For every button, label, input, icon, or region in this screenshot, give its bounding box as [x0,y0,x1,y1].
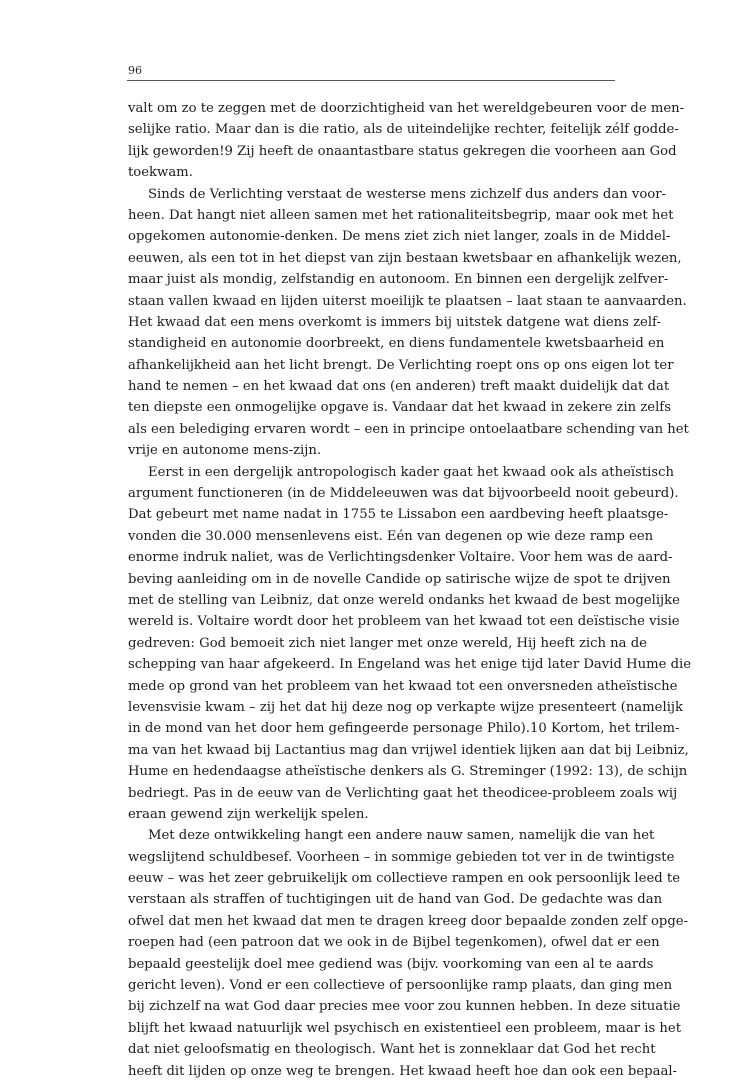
text-line: blijft het kwaad natuurlijk wel psychisch en existentieel een probleem, maar is het [128,1020,681,1036]
header-rule [127,80,615,81]
text-line: beving aanleiding om in de novelle Candide op satirische wijze de spot te drijven [128,571,671,587]
text-line: lijk geworden!9 Zij heeft de onaantastbare status gekregen die voorheen aan God [128,143,677,159]
text-line: gericht leven). Vond er een collectieve of persoonlijke ramp plaats, dan ging men [128,978,673,994]
text-line: ma van het kwaad bij Lactantius mag dan vrijwel identiek lijken aan dat bij Leibniz, [128,742,689,758]
text-line: heen. Dat hangt niet alleen samen met het rationaliteitsbegrip, maar ook met het [128,207,674,223]
text-line: enorme indruk naliet, was de Verlichtingsdenker Voltaire. Voor hem was de aard- [128,550,673,566]
text-line: vonden die 30.000 mensenlevens eist. Eén van degenen op wie deze ramp een [128,528,654,544]
text-line: eeuw – was het zeer gebruikelijk om collectieve rampen en ook persoonlijk leed te [128,871,680,887]
text-line: bedriegt. Pas in de eeuw van de Verlichting gaat het theodicee-probleem zoals wij [128,785,678,801]
text-line: in de mond van het door hem gefingeerde personage Philo).10 Kortom, het trilem- [128,721,680,737]
text-line: Het kwaad dat een mens overkomt is immers bij uitstek datgene wat diens zelf- [128,314,661,330]
text-line: standigheid en autonomie doorbreekt, en diens fundamentele kwetsbaarheid en [128,336,665,352]
text-line: argument functioneren (in de Middeleeuwen was dat bijvoorbeeld nooit gebeurd). [128,486,679,502]
text-line: bij zichzelf na wat God daar precies mee voor zou kunnen hebben. In deze situatie [128,999,681,1015]
text-line: ten diepste een onmogelijke opgave is. Vandaar dat het kwaad in zekere zin zelfs [128,400,671,416]
text-line: Met deze ontwikkeling hangt een andere nauw samen, namelijk die van het [148,828,655,844]
text-line: maar juist als mondig, zelfstandig en autonoom. En binnen een dergelijk zelfver- [128,272,669,288]
text-line: vrije en autonome mens-zijn. [128,443,322,459]
text-line: dat niet geloofsmatig en theologisch. Want het is zonneklaar dat God het recht [128,1042,656,1058]
page-number: 96 [128,64,142,77]
text-line: schepping van haar afgekeerd. In Engeland was het enige tijd later David Hume die [128,657,692,673]
text-line: levensvisie kwam – zij het dat hij deze nog op verkapte wijze presenteert (namelijk [128,699,683,715]
text-line: selijke ratio. Maar dan is die ratio, als de uiteindelijke rechter, feitelijk zélf godde- [128,122,679,138]
text-line: afhankelijkheid aan het licht brengt. De Verlichting roept ons op ons eigen lot ter [128,357,674,373]
text-line: wereld is. Voltaire wordt door het probleem van het kwaad tot een deïstische visie [128,614,680,630]
text-line: Sinds de Verlichting verstaat de westerse mens zichzelf dus anders dan voor- [148,186,666,202]
text-line: bepaald geestelijk doel mee gediend was (bijv. voorkoming van een al te aards [128,956,654,972]
text-line: eraan gewend zijn werkelijk spelen. [128,806,369,822]
text-line: hand te nemen – en het kwaad dat ons (en anderen) treft maakt duidelijk dat dat [128,379,670,395]
text-line: roepen had (een patroon dat we ook in de Bijbel tegenkomen), ofwel dat er een [128,935,660,951]
text-line: heeft dit lijden op onze weg te brengen. Het kwaad heeft hoe dan ook een bepaal- [128,1063,677,1079]
text-line: met de stelling van Leibniz, dat onze wereld ondanks het kwaad de best mogelijke [128,592,680,608]
text-line: verstaan als straffen of tuchtigingen uit de hand van God. De gedachte was dan [128,892,663,908]
text-line: Hume en hedendaagse atheïstische denkers als G. Streminger (1992: 13), de schijn [128,764,688,780]
text-line: valt om zo te zeggen met de doorzichtigheid van het wereldgebeuren voor de men- [128,101,685,116]
text-line: mede op grond van het probleem van het kwaad tot een onversneden atheïstische [128,678,678,694]
text-line: Eerst in een dergelijk antropologisch kader gaat het kwaad ook als atheïstisch [148,464,675,480]
text-line: staan vallen kwaad en lijden uiterst moeilijk te plaatsen – laat staan te aanvaarden. [128,293,687,309]
text-line: opgekomen autonomie-denken. De mens ziet zich niet langer, zoals in de Middel- [128,229,671,245]
text-line: gedreven: God bemoeit zich niet langer met onze wereld, Hij heeft zich na de [128,635,647,651]
body-text [128,98,692,1082]
text-line: eeuwen, als een tot in het diepst van zijn bestaan kwetsbaar en afhankelijk wezen, [128,250,682,266]
text-line: Dat gebeurt met name nadat in 1755 te Lissabon een aardbeving heeft plaatsge- [128,507,669,523]
text-line: ofwel dat men het kwaad dat men te dragen kreeg door bepaalde zonden zelf opge- [128,913,689,929]
text-line: wegslijtend schuldbesef. Voorheen – in sommige gebieden tot ver in de twintigste [128,849,675,865]
text-line: toekwam. [128,165,193,181]
text-line: als een belediging ervaren wordt – een in principe ontoelaatbare schending van het [128,421,689,437]
